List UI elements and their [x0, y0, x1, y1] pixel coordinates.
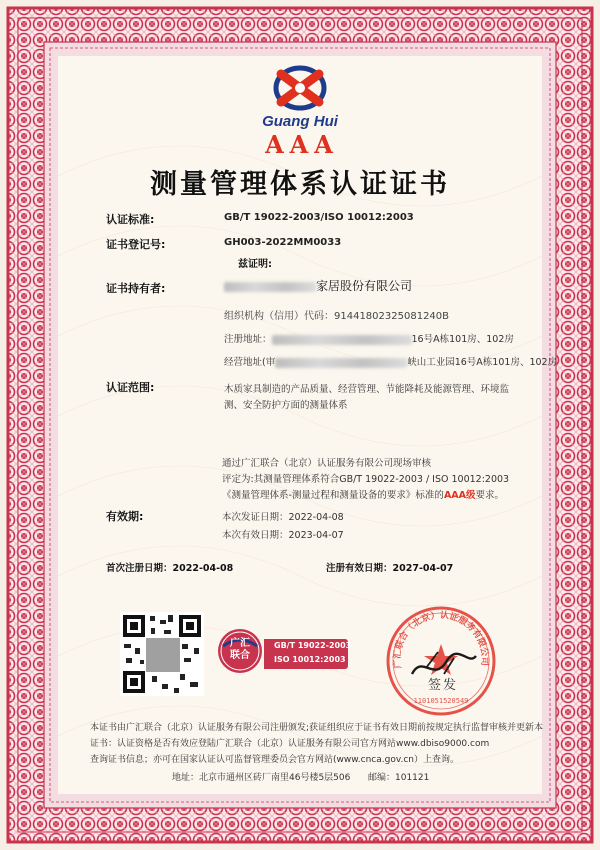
cert-no-label: 证书登记号: [106, 238, 166, 251]
holder-name [224, 277, 412, 294]
redacted-holder-name [224, 282, 316, 292]
sign-issue-label: 签发 [428, 678, 459, 693]
audit-line-3-prefix: 《测量管理体系-测量过程和测量设备的要求》标准的 [222, 490, 444, 501]
qr-code-icon [120, 612, 204, 696]
footer-line-3: 查询证书信息；亦可在国家认证认可监督管理委员会官方网站(www.cnca.gov.cn）上查询。 [90, 755, 459, 765]
brand-grade: AAA [265, 130, 339, 159]
reg-addr-suffix: 16号A栋101房、102房 [411, 334, 514, 345]
audit-line-3-suffix: 要求。 [475, 490, 505, 501]
scope-label: 认证范围: [106, 381, 155, 394]
footer-line-1: 本证书由广汇联合（北京）认证服务有限公司注册颁发;获证组织应于证书有效日期前按规定执行监督审核并更新本 [90, 723, 544, 733]
seal-arc-path: 广汇联合（北京）认证服务有限公司 [392, 610, 490, 669]
reg-addr-label: 注册地址： [224, 334, 272, 345]
audit-line-2: 评定为:其测量管理体系符合GB/T 19022-2003 / ISO 10012:2003 [222, 474, 510, 485]
op-addr-suffix: 峡山工业园16号A栋101房、102房 [407, 357, 558, 368]
audit-line-3 [222, 487, 504, 501]
union-logo-top: 广汇 [230, 638, 250, 649]
scope-line-1: 木质家具制造的产品质量、经营管理、节能降耗及能源管理、环境监 [224, 384, 510, 395]
seal-code: 1101051520549 [413, 697, 469, 705]
registration-expire-date: 注册有效日期：2027-04-07 [326, 563, 454, 574]
audit-grade: AAA级 [443, 490, 476, 501]
standard-badge [264, 639, 352, 669]
standard-value: GB/T 19022-2003/ISO 10012:2003 [224, 212, 414, 223]
issue-date: 本次发证日期：2022-04-08 [222, 512, 344, 523]
scope-line-2: 测、安全防护方面的测量体系 [224, 400, 348, 411]
expire-date: 本次有效日期：2023-04-07 [222, 530, 344, 541]
org-code: 组织机构（信用）代码：91441802325081240B [224, 311, 450, 322]
standard-badge-line-2: ISO 10012:2003 [274, 655, 346, 664]
validity-label: 有效期: [106, 510, 144, 523]
holder-label: 证书持有者: [106, 282, 166, 295]
registered-address [224, 331, 514, 345]
holder-name-suffix: 家居股份有限公司 [316, 279, 413, 293]
standard-label: 认证标准: [106, 213, 155, 226]
op-addr-label: 经营地址(审 [224, 357, 276, 368]
first-registration-date: 首次注册日期：2022-04-08 [106, 563, 234, 574]
operating-address [224, 354, 557, 368]
footer-address: 地址：北京市通州区砖厂南里46号楼5层506 [172, 773, 351, 783]
brand-name: Guang Hui [262, 113, 338, 130]
union-logo-bottom: 联合 [230, 650, 250, 661]
standard-badge-line-1: GB/T 19022-2003 [274, 641, 352, 650]
union-logo-text [217, 638, 263, 662]
page-title: 测量管理体系认证证书 [150, 169, 450, 200]
audit-line-1: 通过广汇联合（北京）认证服务有限公司现场审核 [222, 458, 432, 469]
footer-postcode: 邮编：101121 [368, 773, 430, 783]
redacted-op-address [275, 358, 407, 368]
company-seal-icon [384, 604, 498, 718]
footer-line-2: 证书：认证资格是否有效应登陆广汇联合（北京）认证服务有限公司官方网站www.dbiso9000.com [90, 739, 490, 749]
certifies-label: 兹证明: [238, 259, 272, 270]
guang-hui-logo-icon [271, 64, 329, 112]
redacted-reg-address [272, 335, 412, 345]
cert-no-value: GH003-2022MM0033 [224, 237, 342, 248]
